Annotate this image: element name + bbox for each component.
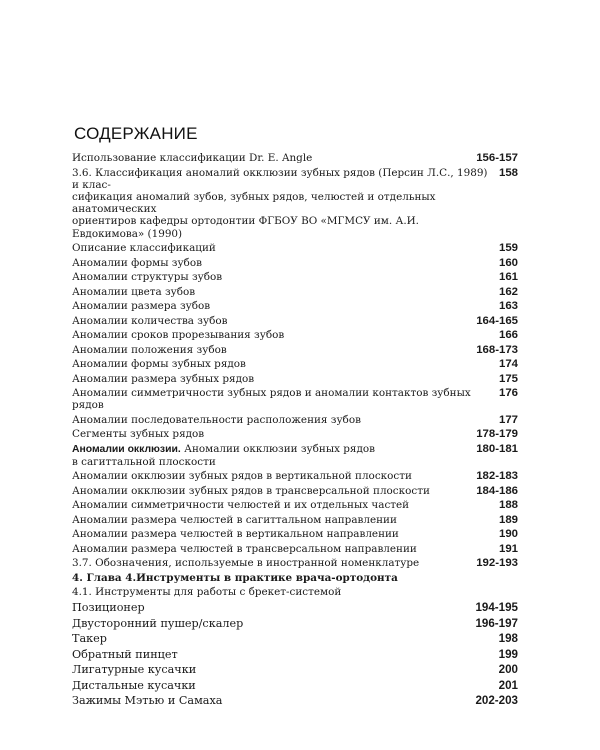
toc-page-number: 164-165 [476,314,518,327]
toc-entry-line: ориентиров кафедры ортодонтии ФГБОУ ВО «МГМСУ им. А.И. Евдокимова» (1990) [72,215,419,240]
toc-entry-text [72,443,476,468]
toc-entry-line: сификация аномалий зубов, зубных рядов, челюстей и отдельных анатомических [72,190,436,216]
toc-entry-text [72,586,518,598]
toc-entry[interactable] [72,648,518,661]
toc-entry-text [72,694,475,707]
toc-entry[interactable] [72,257,518,269]
toc-page-number: 184-186 [476,484,518,497]
toc-entry[interactable] [72,358,518,370]
toc-page-number: 199 [498,647,518,661]
toc-entry-text [72,601,475,614]
toc-entry-line: Аномалии формы зубов [72,256,202,269]
toc-entry[interactable] [72,286,518,298]
toc-entry[interactable] [72,485,518,497]
toc-entry[interactable] [72,694,518,707]
toc-page-number: 168-173 [476,343,518,356]
toc-entry-line: Аномалии окклюзии зубных рядов в трансверсальной плоскости [72,484,430,497]
toc-page-number: 189 [498,513,518,526]
toc-page-number: 191 [498,542,518,555]
toc-entry-text [72,572,518,584]
toc-entry-line: Аномалии размера зубных рядов [72,372,255,385]
toc-entry-bold-prefix: Аномалии окклюзии. [72,443,181,455]
toc-entry-text [72,557,476,569]
toc-page-number: 159 [498,242,518,255]
toc-page-number: 161 [498,271,518,284]
toc-entry[interactable] [72,373,518,385]
toc-entry[interactable] [72,344,518,356]
toc-entry-line: Двусторонний пушер/скалер [72,616,244,630]
toc-entry-line: в сагиттальной плоскости [72,455,216,468]
toc-entry[interactable] [72,414,518,426]
toc-entry-text [72,152,476,164]
toc-entry-line: Аномалии последовательности расположения зубов [72,413,361,426]
toc-entry-text [72,514,499,526]
toc-entry-text [72,329,499,341]
toc-entry[interactable] [72,601,518,614]
toc-page-number: 202-203 [475,694,518,708]
toc-entry-line: Аномалии структуры зубов [72,271,223,284]
toc-page-number: 163 [498,300,518,313]
toc-entry-text [72,543,499,555]
toc-entry-text [72,499,499,511]
toc-page-number: 196-197 [475,616,518,630]
toc-entry-line: Описание классификаций [72,242,216,255]
toc-entry-text [72,271,499,283]
toc-entry-text [72,286,499,298]
toc-entry-line: Аномалии цвета зубов [72,285,196,298]
toc-page-number: 188 [498,499,518,512]
toc-page-number: 176 [498,387,518,400]
toc-entry-text [72,648,499,661]
toc-entry[interactable] [72,300,518,312]
toc-entry-line: Лигатурные кусачки [72,663,197,677]
toc-page-number: 180-181 [476,442,518,455]
toc-entry[interactable] [72,167,518,240]
toc-entry-text [72,470,476,482]
toc-entry-line: Такер [72,632,107,646]
toc-page-number: 166 [498,329,518,342]
toc-entry-line: 3.7. Обозначения, используемые в иностранной номенклатуре [72,557,420,570]
page-title: СОДЕРЖАНИЕ [74,124,198,143]
toc-entry[interactable] [72,470,518,482]
toc-entry[interactable] [72,315,518,327]
toc-entry[interactable] [72,152,518,164]
toc-entry-text [72,428,476,440]
toc-entry-line: Аномалии сроков прорезывания зубов [72,329,285,342]
toc-page-number: 174 [498,358,518,371]
toc-entry-line: Аномалии размера челюстей в сагиттальном направлении [72,513,397,526]
toc-entry[interactable] [72,572,518,584]
toc-entry-text [72,167,499,240]
toc-page-number: 198 [498,632,518,646]
toc-entry[interactable] [72,514,518,526]
toc-entry[interactable] [72,528,518,540]
toc-entry-line: Обратный пинцет [72,647,178,661]
toc-entry[interactable] [72,271,518,283]
toc-entry-line: Аномалии размера челюстей в вертикальном направлении [72,528,399,541]
toc-entry-line: Зажимы Мэтью и Самаха [72,694,223,708]
toc-entry[interactable] [72,557,518,569]
toc-entry-line: 3.6. Классификация аномалий окклюзии зубных рядов (Персин Л.С., 1989) и клас- [72,166,488,191]
toc-entry-line: Аномалии симметричности зубных рядов и аномалии контактов зубных рядов [72,387,471,412]
toc-entry-text [72,257,499,269]
toc-entry-line-rest: Аномалии окклюзии зубных рядов [180,442,375,455]
toc-entry-line: Аномалии формы зубных рядов [72,358,246,371]
toc-entry-line: Аномалии размера зубов [72,300,211,313]
toc-page-number: 156-157 [476,152,518,164]
toc-entry-text [72,344,476,356]
toc-entry-text [72,242,499,254]
toc-page-number: 194-195 [475,600,518,614]
toc-entry-line: Аномалии размера челюстей в трансверсальном направлении [72,542,417,555]
table-of-contents [72,152,518,710]
toc-entry[interactable] [72,329,518,341]
toc-entry-text [72,358,499,370]
toc-page-number: 160 [498,256,518,269]
toc-page-number: 162 [498,285,518,298]
toc-page-number: 177 [498,413,518,426]
toc-entry-line: Сегменты зубных рядов [72,428,205,441]
toc-entry[interactable] [72,679,518,692]
toc-entry[interactable] [72,428,518,440]
toc-entry-text [72,617,475,630]
toc-entry[interactable] [72,242,518,254]
toc-entry-text [72,528,499,540]
toc-entry-line [72,443,466,456]
toc-entry[interactable] [72,586,518,598]
toc-page-number: 182-183 [476,470,518,483]
toc-entry[interactable] [72,663,518,676]
toc-entry-line: 4.1. Инструменты для работы с брекет-системой [72,586,342,599]
toc-entry[interactable] [72,617,518,630]
toc-entry-line: Аномалии окклюзии зубных рядов в вертикальной плоскости [72,470,412,483]
toc-entry[interactable] [72,499,518,511]
toc-entry-line: Аномалии симметричности челюстей и их отдельных частей [72,499,410,512]
toc-entry[interactable] [72,632,518,645]
toc-page-number: 192-193 [476,557,518,570]
toc-entry-line: Дистальные кусачки [72,678,196,692]
toc-entry-line: Аномалии количества зубов [72,314,228,327]
toc-chapter-heading: 4. Глава 4.Инструменты в практике врача-ортодонта [72,571,398,584]
toc-entry[interactable] [72,543,518,555]
toc-page-number: 158 [498,166,518,179]
toc-page-number: 178-179 [476,428,518,441]
toc-entry-text [72,663,499,676]
toc-entry-text [72,632,499,645]
toc-entry-line: Использование классификации Dr. E. Angle [72,152,313,164]
toc-entry[interactable] [72,443,518,468]
toc-entry-line: Аномалии положения зубов [72,343,227,356]
toc-entry-text [72,679,499,692]
toc-entry-text [72,387,499,411]
toc-entry-text [72,315,476,327]
toc-page-number: 190 [498,528,518,541]
toc-page-number: 201 [498,678,518,692]
toc-entry-text [72,373,499,385]
toc-entry-text [72,300,499,312]
toc-entry-text [72,414,499,426]
toc-page-number: 200 [498,663,518,677]
toc-entry[interactable] [72,387,518,411]
toc-entry-line: Позиционер [72,600,145,614]
toc-page-number: 175 [498,372,518,385]
toc-entry-text [72,485,476,497]
